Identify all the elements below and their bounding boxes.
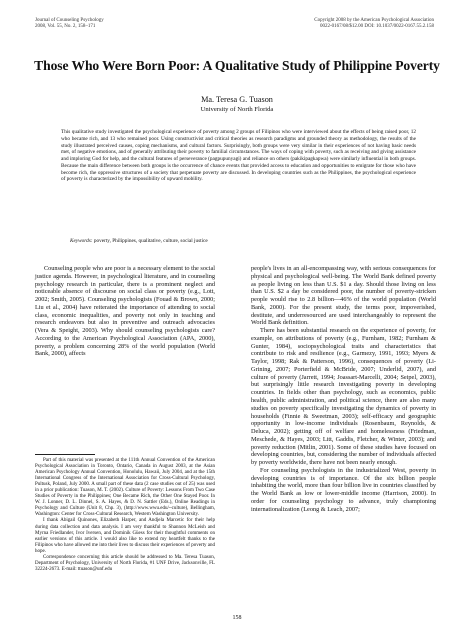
copyright-notice: Copyright 2008 by the American Psychological Association <box>314 18 434 23</box>
body-paragraph: Counseling people who are poor is a necessary element to the social justice agenda. However, in psychological literature, and in counseling psychology research in particular, there is a prominent neglect and noticeable absence of discourse on social class or poverty (e.g., Lott, 2002; Smith, 2005). Counseling psychologists (Fouad & Brown, 2000; Liu et al., 2004) have reiterated the importance of attending to social class, economic inequalities, and poverty not only in teaching and research endeavors but also in preventive and outreach advocacies (Vera & Speight, 2003). Why should counseling psychologists care? According to the American Psychological Association (APA, 2000), poverty, a problem concerning 28% of the world population (World Bank, 2000), affects <box>35 265 215 358</box>
journal-citation: 2008, Vol. 55, No. 2, 158–171 <box>35 24 96 30</box>
keywords-label: Keywords: <box>70 238 93 244</box>
author-affiliation: University of North Florida <box>200 106 274 113</box>
footnote-presentation: Part of this material was presented at the 111th Annual Convention of the American Psychological Association in Toronto, Ontario, Canada in August 2003, at the Asian American Psychology Annual Convention, Honolulu, Hawaii, July 2004, and at the 15th International Congress of the International Association for Cross-Cultural Psychology, Pultusk, Poland, July 2000. A small part of these data (2 case studies out of 25) was used in a prior publication: Tuason, M. T. (2002). Culture of Poverty: Lessons From Two Case Studies of Poverty in the Philippines; One Became Rich, the Other One Stayed Poor. In W. J. Lonner, D. L. Dinnel, S. A. Hayes, & D. N. Sattler (Eds.), Online Readings in Psychology and Culture (Unit 8, Chp. 3), (http://www.wwu.edu/~culture), Bellingham, Washington: Center for Cross-Cultural Research, Western Washington University. <box>35 458 215 518</box>
article-title: Those Who Were Born Poor: A Qualitative Study of Philippine Poverty <box>34 58 440 73</box>
body-paragraph: There has been substantial research on the experience of poverty, for example, on attributions of poverty (e.g., Furnham, 1982; Furnham & Gunter, 1984), sociopsychological traits and characteristics that contribute to risk and resilience (e.g., Garmezy, 1991, 1993; Myers & Taylor, 1998; Rak & Patterson, 1996), consequences of poverty (Li-Grining, 2007; Porterfield & McBride, 2007; Underlid, 2007), and culture of poverty (Jarrett, 1994; Joassart-Marcelli, 2004; Seipel, 2003), but surprisingly little research investigating poverty in developing countries. In fields other than psychology, such as economics, public health, public administration, and political science, there are also many studies on poverty specifically investigating the dynamics of poverty in households (Finnie & Sweetman, 2003); self-efficacy and geographic opportunity in low-income individuals (Rosenbaum, Reynolds, & Deluca, 2002); getting off of welfare and homelessness (Friedman, Meschede, & Hayes, 2003; Litt, Gaddis, Fletcher, & Winter, 2003); and poverty reduction (Mitlin, 2001). Some of these studies have focused on developing countries, but, considering the number of individuals affected by poverty worldwide, there have not been nearly enough. <box>251 327 436 467</box>
body-paragraph: For counseling psychologists in the industrialized West, poverty in developing countries is of importance. Of the six billion people inhabiting the world, more than four billion live in countries classified by the World Bank as low or lower-middle income (Harrison, 2000). In order for counseling psychology to advance, truly championing internationalization (Leong & Leach, 2007; <box>251 466 436 513</box>
footnote-acknowledgments: I thank Abigail Quinones, Elizabeth Harper, and Andjela Marcetic for their help during data collection and data analysis. I am very thankful to Shannon McLeish and Myrna Friedlander, Ivor Iversen, and Dominik Güess for their thoughtful comments on earlier versions of this article. I would also like to extend my heartfelt thanks to the Filipinos who have allowed me into their lives to discuss their experiences of poverty and hope. <box>35 518 215 554</box>
page-number: 158 <box>232 615 242 621</box>
body-column-left <box>35 265 215 358</box>
journal-name: Journal of Counseling Psychology <box>35 18 104 23</box>
author-name: Ma. Teresa G. Tuason <box>201 95 273 104</box>
footnote-rule <box>35 454 95 455</box>
footnote-correspondence: Correspondence concerning this article should be addressed to Ma. Teresa Tuason, Department of Psychology, University of North Florida, #1 UNF Drive, Jacksonville, FL 32224-2673. E-mail: ttuason@unf.edu <box>35 554 215 572</box>
keywords-list: poverty, Philippines, qualitative, culture, social justice <box>93 238 208 244</box>
body-column-right <box>251 265 436 514</box>
keywords-line <box>70 238 416 245</box>
footnotes <box>35 458 215 573</box>
abstract: This qualitative study investigated the psychological experience of poverty among 2 groups of Filipinos who were interviewed about the effects of being raised poor, 12 who became rich, and 13 who remained poor. Using constructivist and critical theories as research paradigms and grounded theory as methodology, the results of the study illustrated perceived causes, coping mechanisms, and cultural factors. Surprisingly, both groups were very similar in their experiences of not having basic needs met, of negative emotions, and of generally attributing their poverty to familial circumstances. The ways of coping with poverty, such as receiving and giving assistance and imploring God for help, and the cultural features of perseverance (pagpupunyagi) and reliance on others (pakikipagkapwa) were similarly influential in both groups. Because the main difference between both groups is the occurrence of chance events that provided access to education and opportunities to emigrate for those who have become rich, the oppressive structures of a society that perpetuate poverty are discussed. In developing countries such as the Philippines, the psychological experience of poverty is characterized by the impossibility of upward mobility. <box>61 129 416 183</box>
running-header-right <box>314 18 434 30</box>
running-header-left <box>35 18 104 30</box>
doi-line: 0022-0167/08/$12.00 DOI: 10.1037/0022-0167.55.2.158 <box>319 24 434 30</box>
body-paragraph: people's lives in an all-encompassing way, with serious consequences for physical and psychological well-being. The World Bank defined poverty as people living on less than U.S. $1 a day. Should those living on less than U.S. $2 a day be considered poor, the number of poverty-stricken people would rise to 2.8 billion—46% of the world population (World Bank, 2000). For the present study, the terms poor, impoverished, destitute, and underresourced are used interchangeably to represent the World Bank definition. <box>251 265 436 327</box>
